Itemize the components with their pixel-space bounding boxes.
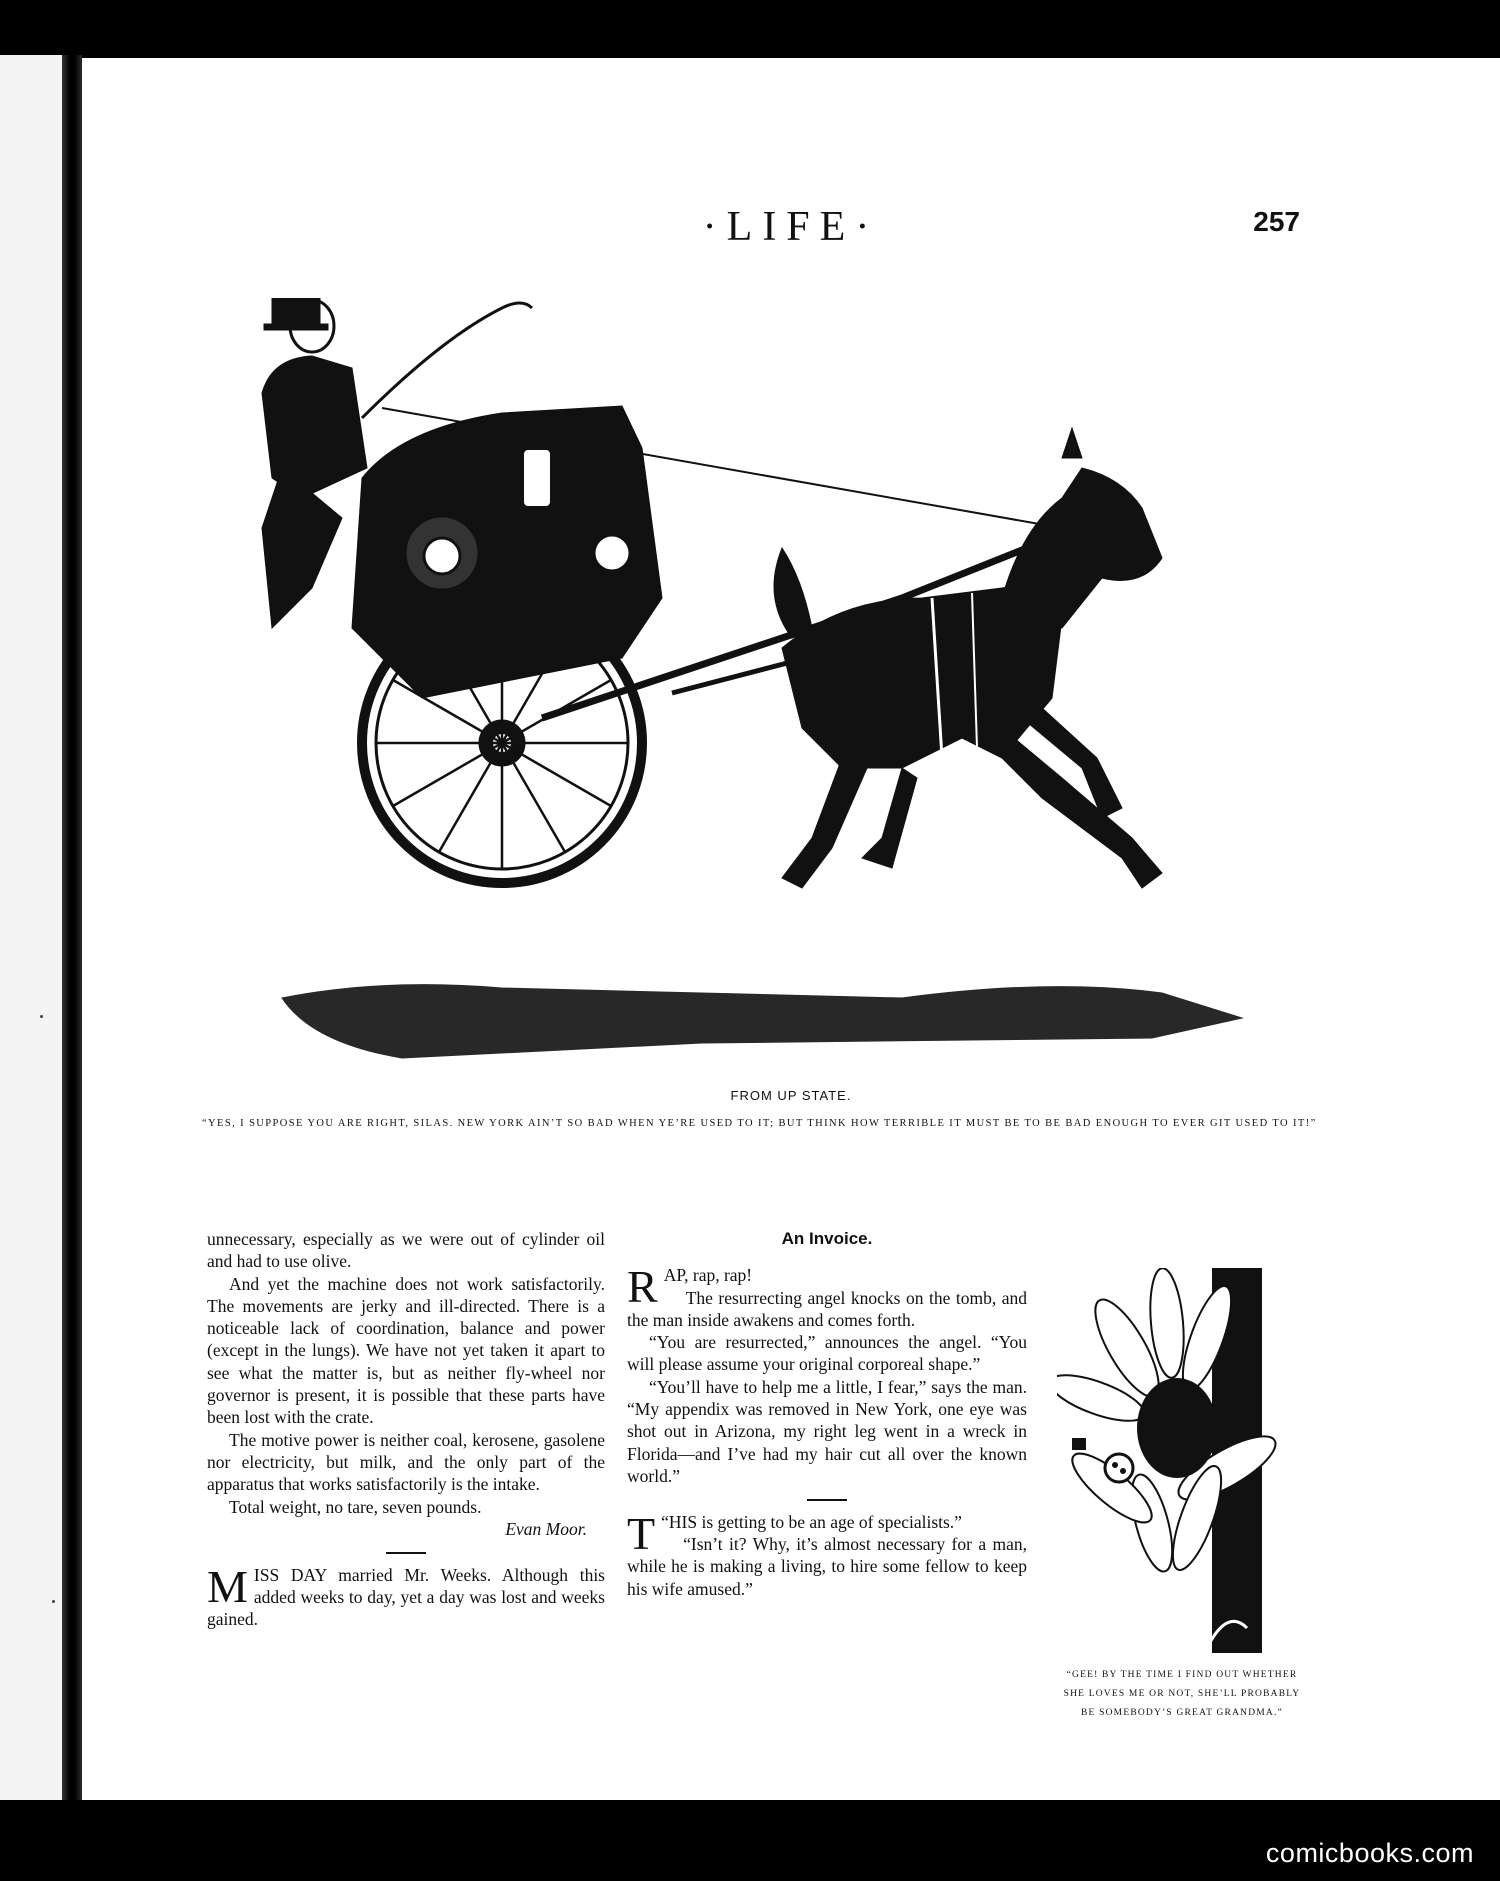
- paragraph: “You’ll have to help me a little, I fear,” says the man. “My appendix was removed in New York, one eye was shot out in Arizona, my right leg went in a wreck in Florida—and I’ve had my hair cut all over the known world.”: [627, 1376, 1027, 1486]
- book-gutter: [62, 55, 82, 1800]
- paragraph: The motive power is neither coal, kerosene, gasolene nor electricity, but milk, and the only part of the apparatus that works satisfactorily is the intake.: [207, 1429, 605, 1495]
- joke-paragraph: [627, 1507, 1027, 1559]
- scan-speck: [52, 1600, 55, 1603]
- section-rule: [386, 1552, 426, 1554]
- watermark: comicbooks.com: [1265, 1838, 1474, 1868]
- daisy-cartoon: [1057, 1268, 1297, 1653]
- joke-text: is getting to be an age of specialists.”: [697, 1511, 962, 1532]
- joke-reply: “Isn’t it? Why, it’s almost necessary for a man, while he is making a living, to hire some fellow to keep his wife amused.”: [627, 1534, 1027, 1599]
- joke-paragraph: [207, 1560, 605, 1631]
- daisy-caption: “GEE! BY THE TIME I FIND OUT WHETHER SHE LOVES ME OR NOT, SHE’LL PROBABLY BE SOMEBODY’S GREAT GRANDMA.”: [1063, 1670, 1301, 1718]
- dropcap: T: [627, 1507, 656, 1559]
- scan-speck: [40, 1015, 43, 1018]
- illustration-caption-quote: “YES, I SUPPOSE YOU ARE RIGHT, SILAS. NEW YORK AIN’T SO BAD WHEN YE’RE USED TO IT; BUT THINK HOW TERRIBLE IT MUST BE TO BE BAD ENOUGH TO EVER GIT USED TO IT!”: [202, 1118, 1317, 1129]
- hansom-cab-illustration: [202, 298, 1402, 1088]
- paragraph: unnecessary, especially as we were out of cylinder oil and had to use olive.: [207, 1229, 605, 1272]
- dropcap: M: [207, 1560, 248, 1612]
- dropcap: R: [627, 1261, 658, 1313]
- section-rule: [807, 1499, 847, 1501]
- column-left: [207, 1228, 605, 1631]
- magazine-page: [82, 58, 1500, 1800]
- paragraph: Total weight, no tare, seven pounds.: [229, 1496, 482, 1517]
- column-middle: [627, 1228, 1027, 1600]
- joke-open-quote: “: [661, 1511, 669, 1532]
- paragraph: The resurrecting angel knocks on the tomb, and the man inside awakens and comes forth.: [627, 1287, 1027, 1330]
- joke-lead: HIS: [668, 1511, 698, 1532]
- page-number: 257: [1253, 206, 1300, 237]
- masthead-title: ·LIFE·: [702, 204, 880, 250]
- author-signature: Evan Moor.: [505, 1518, 587, 1539]
- joke-lead: ISS DAY: [253, 1564, 327, 1585]
- paragraph: And yet the machine does not work satisfactorily. The movements are jerky and ill-directed. There is a noticeable lack of coordination, balance and power (except in the lungs). We have not yet taken it apart to see what the matter is, but as neither fly-wheel nor governor is present, it is possible that these parts have been lost with the crate.: [207, 1273, 605, 1428]
- left-page-edge: [0, 55, 62, 1800]
- joke-text: married Mr. Weeks. Although this added weeks to day, yet a day was lost and weeks gained.: [207, 1564, 605, 1630]
- paragraph: “You are resurrected,” announces the angel. “You will please assume your original corporeal shape.”: [627, 1332, 1027, 1375]
- story-first-line: AP, rap, rap!: [663, 1265, 753, 1286]
- article-title: An Invoice.: [781, 1229, 873, 1248]
- illustration-caption-title: FROM UP STATE.: [730, 1088, 852, 1103]
